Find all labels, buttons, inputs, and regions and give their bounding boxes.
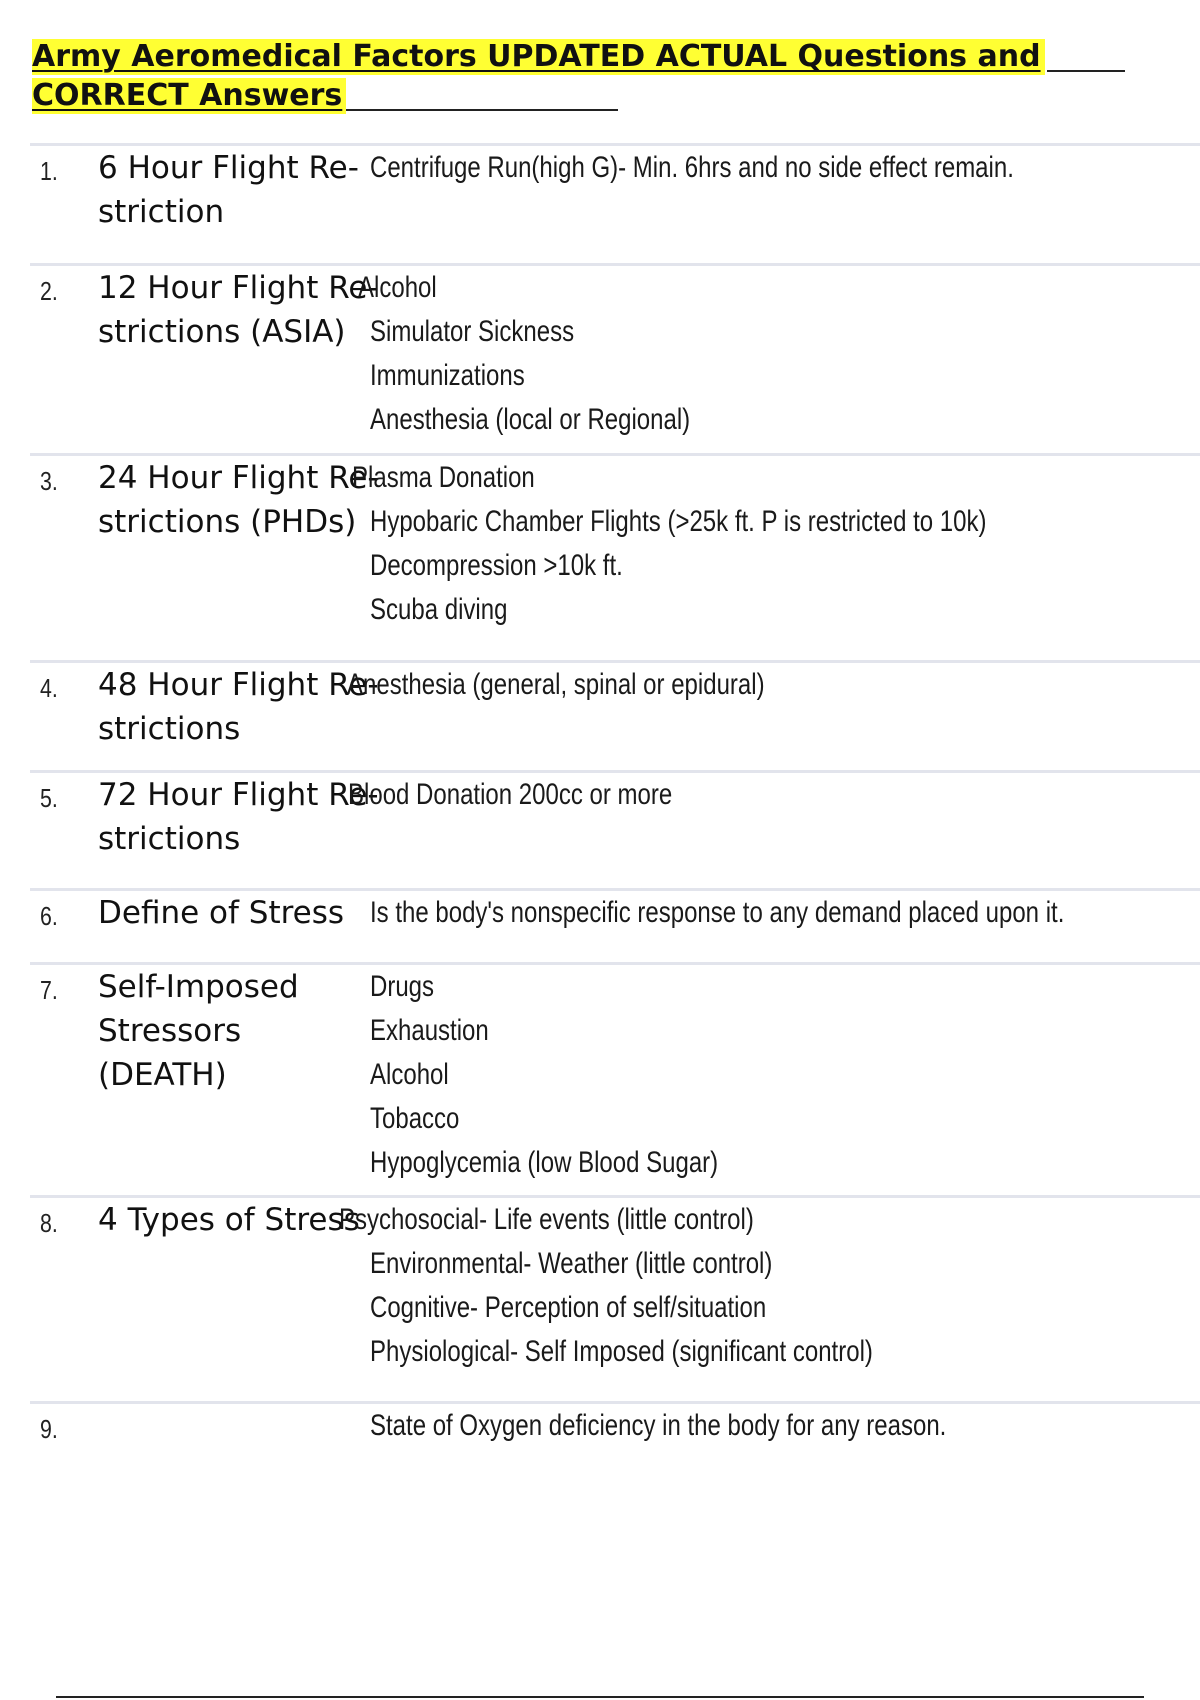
entry-term: 6 Hour Flight Re- striction [98,150,359,230]
definition-line: Drugs [370,970,435,1003]
entry-number: 5. [40,783,58,813]
entry-number: 8. [40,1208,58,1238]
flashcard-entry [30,456,1200,660]
definition-line: Psychosocial- Life events (little control) [339,1203,754,1236]
definition-line: Anesthesia (general, spinal or epidural) [347,668,765,701]
entry-number: 9. [40,1414,58,1444]
entry-number: 7. [40,975,58,1005]
definition-line: Anesthesia (local or Regional) [370,403,691,436]
entry-number: 1. [40,156,58,186]
flashcard-entry [30,266,1200,453]
entry-term: 72 Hour Flight Re- strictions [98,777,379,857]
flashcard-entry [30,663,1200,770]
entry-term: Define of Stress [98,895,345,931]
definition-line: Scuba diving [370,593,508,626]
title-underline-extension [346,109,618,111]
definition-line: Blood Donation 200cc or more [348,778,673,811]
definition-line: Physiological- Self Imposed (significant control) [370,1335,873,1368]
entry-term: 12 Hour Flight Re- strictions (ASIA) [98,270,379,350]
entry-number: 6. [40,901,58,931]
definition-line: Is the body's nonspecific response to any demand placed upon it. [370,896,1065,929]
entry-number: 4. [40,673,58,703]
definition-line: Centrifuge Run(high G)- Min. 6hrs and no side effect remain. [370,151,1014,184]
definition-line: Exhaustion [370,1014,489,1047]
definition-line: Decompression >10k ft. [370,549,623,582]
entry-definition [339,1198,873,1374]
definition-line: Tobacco [370,1102,460,1135]
entry-definition [370,146,1014,190]
flashcard-entry [30,965,1200,1195]
entry-definition [370,965,718,1185]
document-title [32,36,1142,114]
entry-number: 3. [40,466,58,496]
definition-line: Alcohol [358,271,437,304]
entry-number: 2. [40,276,58,306]
title-text-line-2: CORRECT Answers [32,78,346,114]
title-line-1 [32,36,1142,75]
entry-definition [347,663,765,707]
title-text-line-1: Army Aeromedical Factors UPDATED ACTUAL Questions and [32,39,1045,75]
entry-definition [370,891,1064,935]
definition-line: Alcohol [370,1058,449,1091]
flashcard-list [30,143,1200,1524]
definition-line: State of Oxygen deficiency in the body for any reason. [370,1409,947,1442]
definition-line: Plasma Donation [352,461,535,494]
entry-definition [348,773,673,817]
entry-term: 48 Hour Flight Re- strictions [98,667,379,747]
definition-line: Hypobaric Chamber Flights (>25k ft. P is restricted to 10k) [370,505,987,538]
title-line-2 [32,75,1142,114]
flashcard-entry [30,1198,1200,1401]
entry-definition [370,1404,946,1448]
definition-line: Simulator Sickness [370,315,575,348]
flashcard-entry [30,1404,1200,1524]
definition-line: Hypoglycemia (low Blood Sugar) [370,1146,719,1179]
definition-line: Immunizations [370,359,525,392]
page-bottom-rule [56,1696,1144,1698]
entry-term: Self-Imposed Stressors (DEATH) [98,969,299,1093]
definition-line: Environmental- Weather (little control) [370,1247,773,1280]
flashcard-entry [30,891,1200,962]
flashcard-entry [30,773,1200,888]
definition-line: Cognitive- Perception of self/situation [370,1291,767,1324]
flashcard-entry [30,146,1200,263]
entry-definition [358,266,691,442]
entry-definition [352,456,987,632]
entry-term: 24 Hour Flight Re- strictions (PHDs) [98,460,379,540]
title-underline-extension [1047,70,1125,72]
entry-term: 4 Types of Stress [98,1202,360,1238]
